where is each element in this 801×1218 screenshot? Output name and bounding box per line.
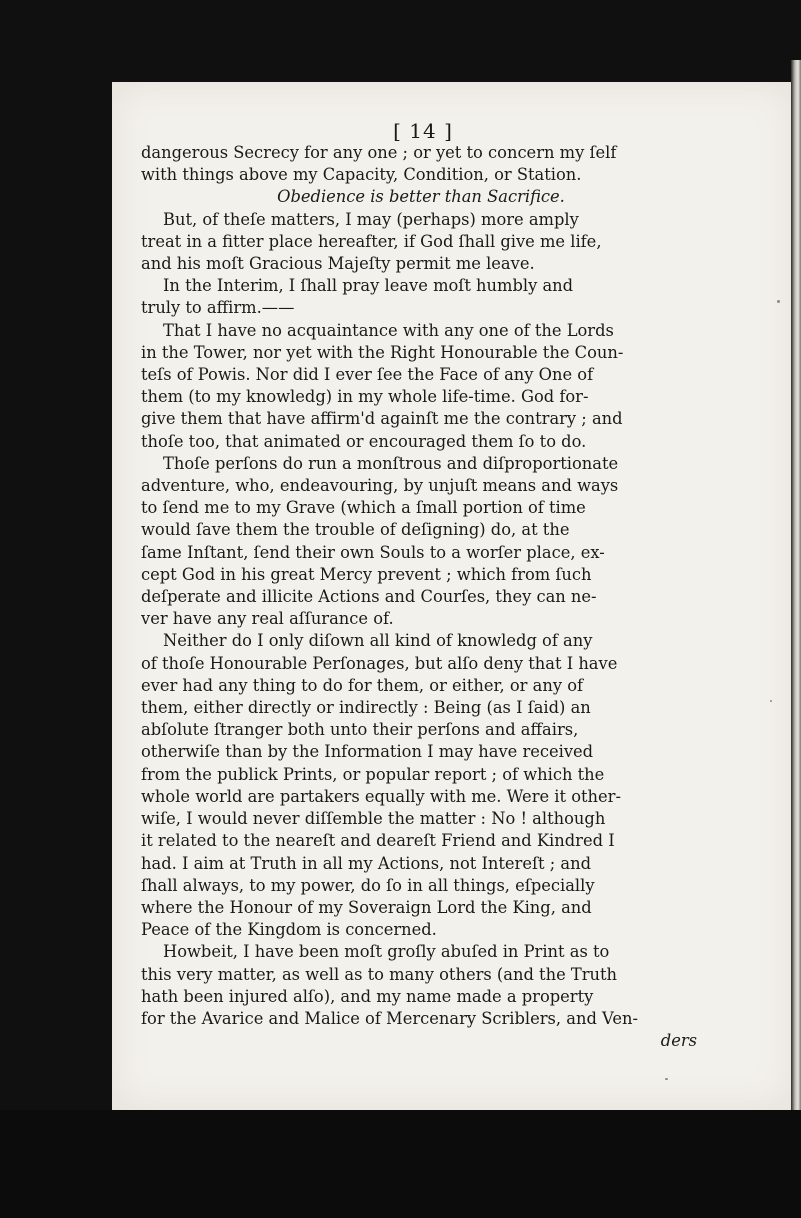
text-line: give them that have affirm'd againſt me the contrary ; and (141, 409, 623, 429)
text-line: teſs of Powis. Nor did I ever ſee the Face of any One of (141, 365, 594, 385)
paper-speck (665, 1078, 668, 1080)
text-line: to ſend me to my Grave (which a ſmall portion of time (141, 498, 586, 518)
page-text (141, 120, 701, 1052)
catchword: ders (660, 1031, 697, 1051)
text-line: That I have no acquaintance with any one of the Lords (163, 320, 614, 340)
page-edge (791, 60, 801, 1120)
text-line: had. I aim at Truth in all my Actions, not Intereſt ; and (141, 853, 591, 873)
text-line: them, either directly or indirectly : Being (as I ſaid) an (141, 698, 591, 718)
text-line: deſperate and illicite Actions and Courſes, they can ne- (141, 587, 597, 607)
quoted-maxim: Obedience is better than Sacrifice. (277, 187, 565, 207)
text-line: and his moſt Gracious Majeſty permit me leave. (141, 254, 535, 274)
text-line: ver have any real aſſurance of. (141, 609, 394, 629)
text-line: ſame Inſtant, ſend their own Souls to a worſer place, ex- (141, 542, 605, 562)
text-line: cept God in his great Mercy prevent ; which from ſuch (141, 564, 592, 584)
text-line: otherwiſe than by the Information I may have received (141, 742, 594, 762)
text-line: In the Interim, I ſhall pray leave moſt humbly and (163, 276, 574, 296)
text-line: Howbeit, I have been moſt groſly abuſed in Print as to (163, 942, 610, 962)
text-line: Thoſe perſons do run a monſtrous and diſproportionate (163, 453, 619, 473)
text-line: truly to affirm.—— (141, 298, 295, 318)
text-line: Peace of the Kingdom is concerned. (141, 920, 437, 940)
text-line: it related to the neareſt and deareſt Friend and Kindred I (141, 831, 615, 851)
text-line: where the Honour of my Soveraign Lord the King, and (141, 897, 592, 917)
text-line: whole world are partakers equally with me. Were it other- (141, 786, 621, 806)
text-line: But, of theſe matters, I may (perhaps) more amply (163, 209, 579, 229)
text-line: in the Tower, nor yet with the Right Honourable the Coun- (141, 342, 624, 362)
paper-speck (770, 700, 772, 702)
text-line: abſolute ſtranger both unto their perſons and affairs, (141, 720, 579, 740)
text-line: treat in a fitter place hereafter, if God ſhall give me life, (141, 231, 602, 251)
text-line: ever had any thing to do for them, or either, or any of (141, 675, 584, 695)
text-line: adventure, who, endeavouring, by unjuſt means and ways (141, 476, 619, 496)
text-line: them (to my knowledg) in my whole life-time. God for- (141, 387, 589, 407)
text-line: from the publick Prints, or popular report ; of which the (141, 764, 605, 784)
text-line: of thoſe Honourable Perſonages, but alſo deny that I have (141, 653, 618, 673)
text-line: this very matter, as well as to many others (and the Truth (141, 964, 618, 984)
text-line: with things above my Capacity, Condition, or Station. (141, 165, 582, 185)
text-line: Neither do I only diſown all kind of knowledg of any (163, 631, 593, 651)
text-line: hath been injured alſo), and my name made a property (141, 986, 594, 1006)
text-line: ſhall always, to my power, do ſo in all things, eſpecially (141, 875, 595, 895)
text-line: dangerous Secrecy for any one ; or yet to concern my ſelf (141, 143, 617, 162)
text-line: wiſe, I would never diſſemble the matter : No ! although (141, 809, 606, 829)
text-line: thoſe too, that animated or encouraged them ſo to do. (141, 431, 587, 451)
scan-background (0, 1110, 801, 1218)
text-line: would ſave them the trouble of deſigning) do, at the (141, 520, 570, 540)
paper-speck (777, 300, 780, 303)
page-number: [ 14 ] (393, 119, 453, 143)
text-line: for the Avarice and Malice of Mercenary Scriblers, and Ven- (141, 1008, 638, 1028)
